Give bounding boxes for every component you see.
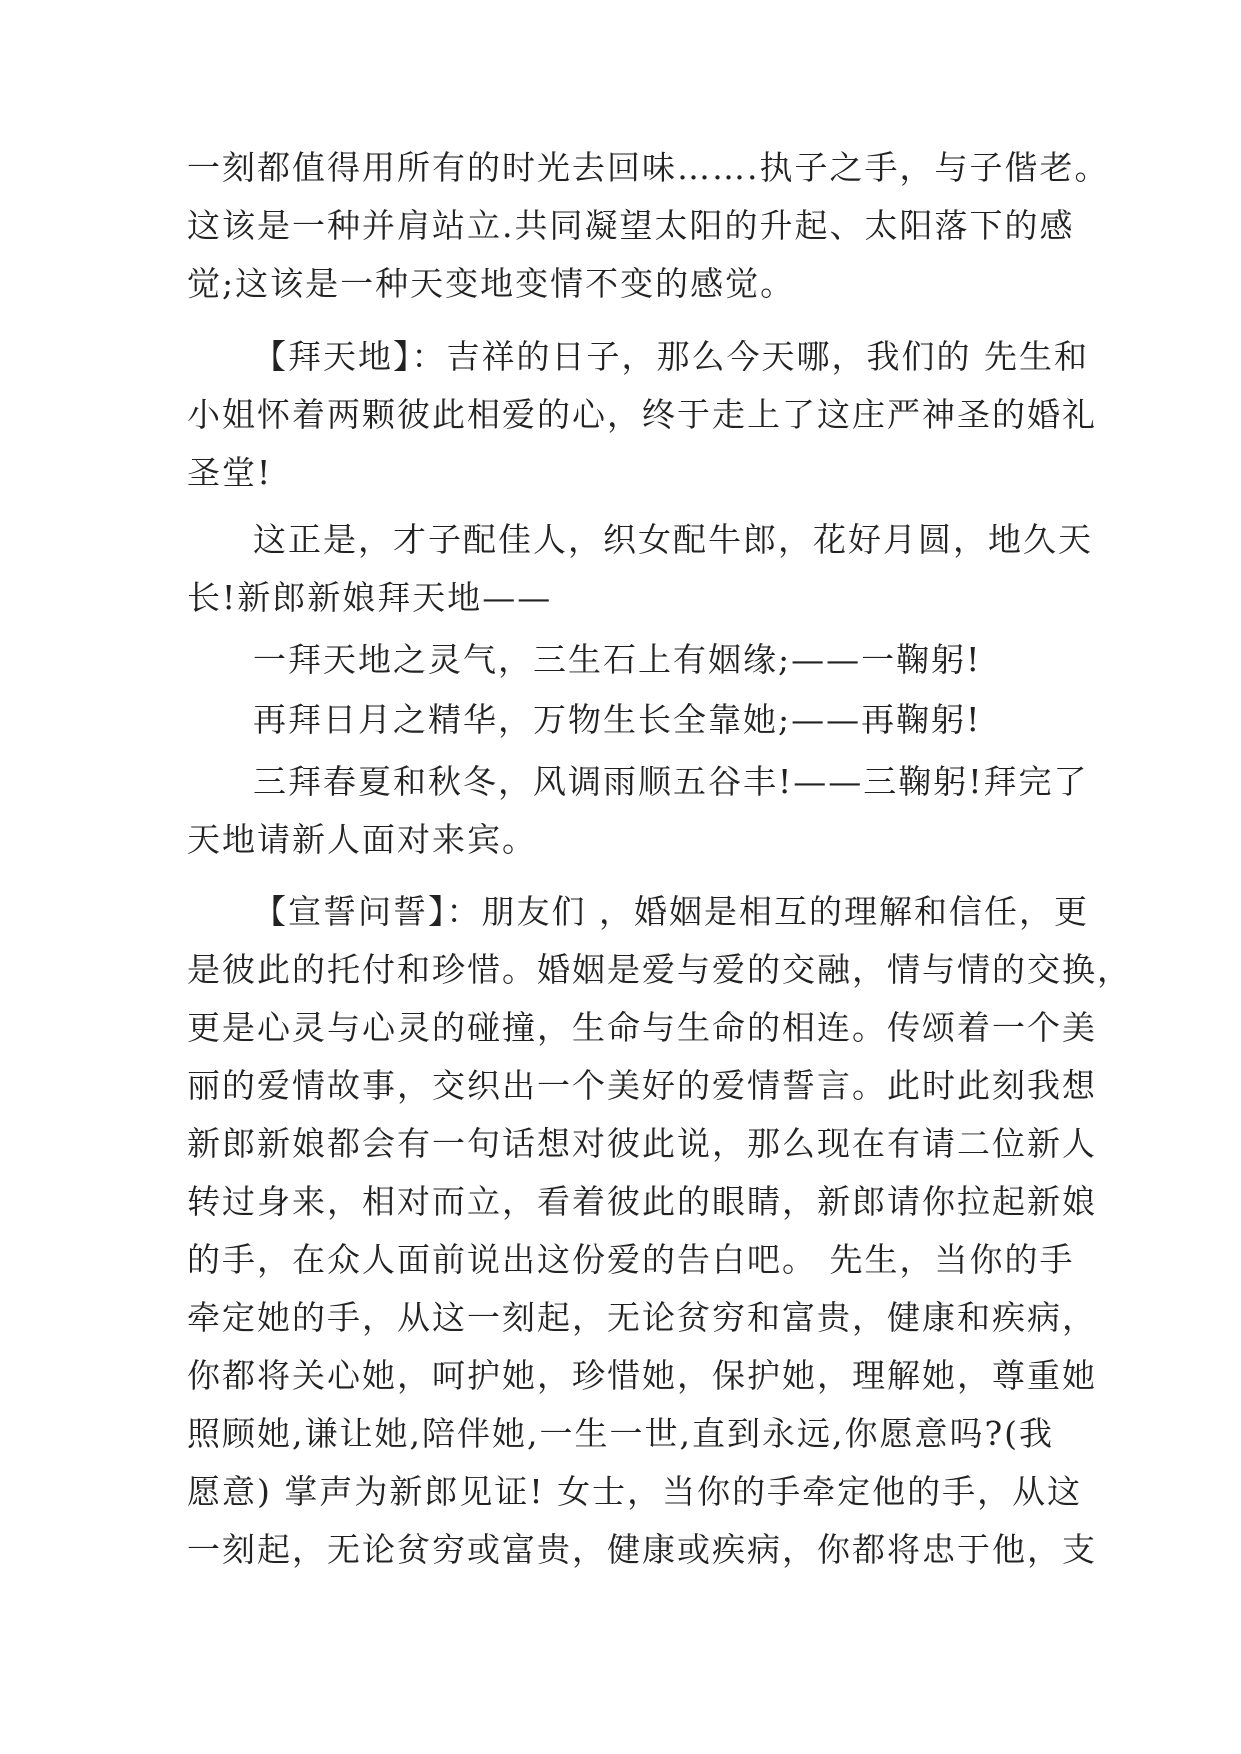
text-line: 转过身来，相对而立，看着彼此的眼睛，新郎请你拉起新娘 xyxy=(187,1182,1097,1221)
text-line: 愿意) 掌声为新郎见证! 女士，当你的手牵定他的手，从这 xyxy=(187,1472,1083,1511)
text-line: 是彼此的托付和珍惜。婚姻是爱与爱的交融，情与情的交换， xyxy=(187,950,1132,989)
text-line: 一刻起，无论贫穷或富贵，健康或疾病，你都将忠于他，支 xyxy=(187,1530,1097,1569)
text-line: 的手，在众人面前说出这份爱的告白吧。 先生，当你的手 xyxy=(187,1240,1075,1279)
paragraph-first-line: 一拜天地之灵气，三生石上有姻缘;——一鞠躬! xyxy=(253,640,982,679)
paragraph-first-line: 【宣誓问誓】：朋友们 ，婚姻是相互的理解和信任，更 xyxy=(253,892,1089,931)
paragraph-first-line: 再拜日月之精华，万物生长全靠她;——再鞠躬! xyxy=(253,700,982,739)
text-line: 丽的爱情故事，交织出一个美好的爱情誓言。此时此刻我想 xyxy=(187,1066,1097,1105)
paragraph-first-line: 这正是，才子配佳人，织女配牛郎，花好月圆，地久天 xyxy=(253,520,1093,559)
text-line: 照顾她,谦让她,陪伴她,一生一世,直到永远,你愿意吗?(我 xyxy=(187,1414,1055,1453)
text-line: 牵定她的手，从这一刻起，无论贫穷和富贵，健康和疾病， xyxy=(187,1298,1097,1337)
paragraph-first-line: 三拜春夏和秋冬，风调雨顺五谷丰!——三鞠躬!拜完了 xyxy=(253,762,1089,801)
text-line: 天地请新人面对来宾。 xyxy=(187,820,537,859)
text-line: 新郎新娘都会有一句话想对彼此说，那么现在有请二位新人 xyxy=(187,1124,1097,1163)
paragraph-first-line: 【拜天地】：吉祥的日子，那么今天哪，我们的 先生和 xyxy=(253,337,1089,376)
text-line: 更是心灵与心灵的碰撞，生命与生命的相连。传颂着一个美 xyxy=(187,1008,1097,1047)
text-line: 你都将关心她，呵护她，珍惜她，保护她，理解她，尊重她 xyxy=(187,1356,1097,1395)
text-line: 一刻都值得用所有的时光去回味…….执子之手，与子偕老。 xyxy=(187,148,1110,187)
text-line: 这该是一种并肩站立.共同凝望太阳的升起、太阳落下的感 xyxy=(187,206,1075,245)
text-line: 小姐怀着两颗彼此相爱的心，终于走上了这庄严神圣的婚礼 xyxy=(187,395,1097,434)
text-line: 觉;这该是一种天变地变情不变的感觉。 xyxy=(187,264,796,303)
text-line: 圣堂! xyxy=(187,453,273,492)
text-line: 长!新郎新娘拜天地—— xyxy=(187,578,553,617)
